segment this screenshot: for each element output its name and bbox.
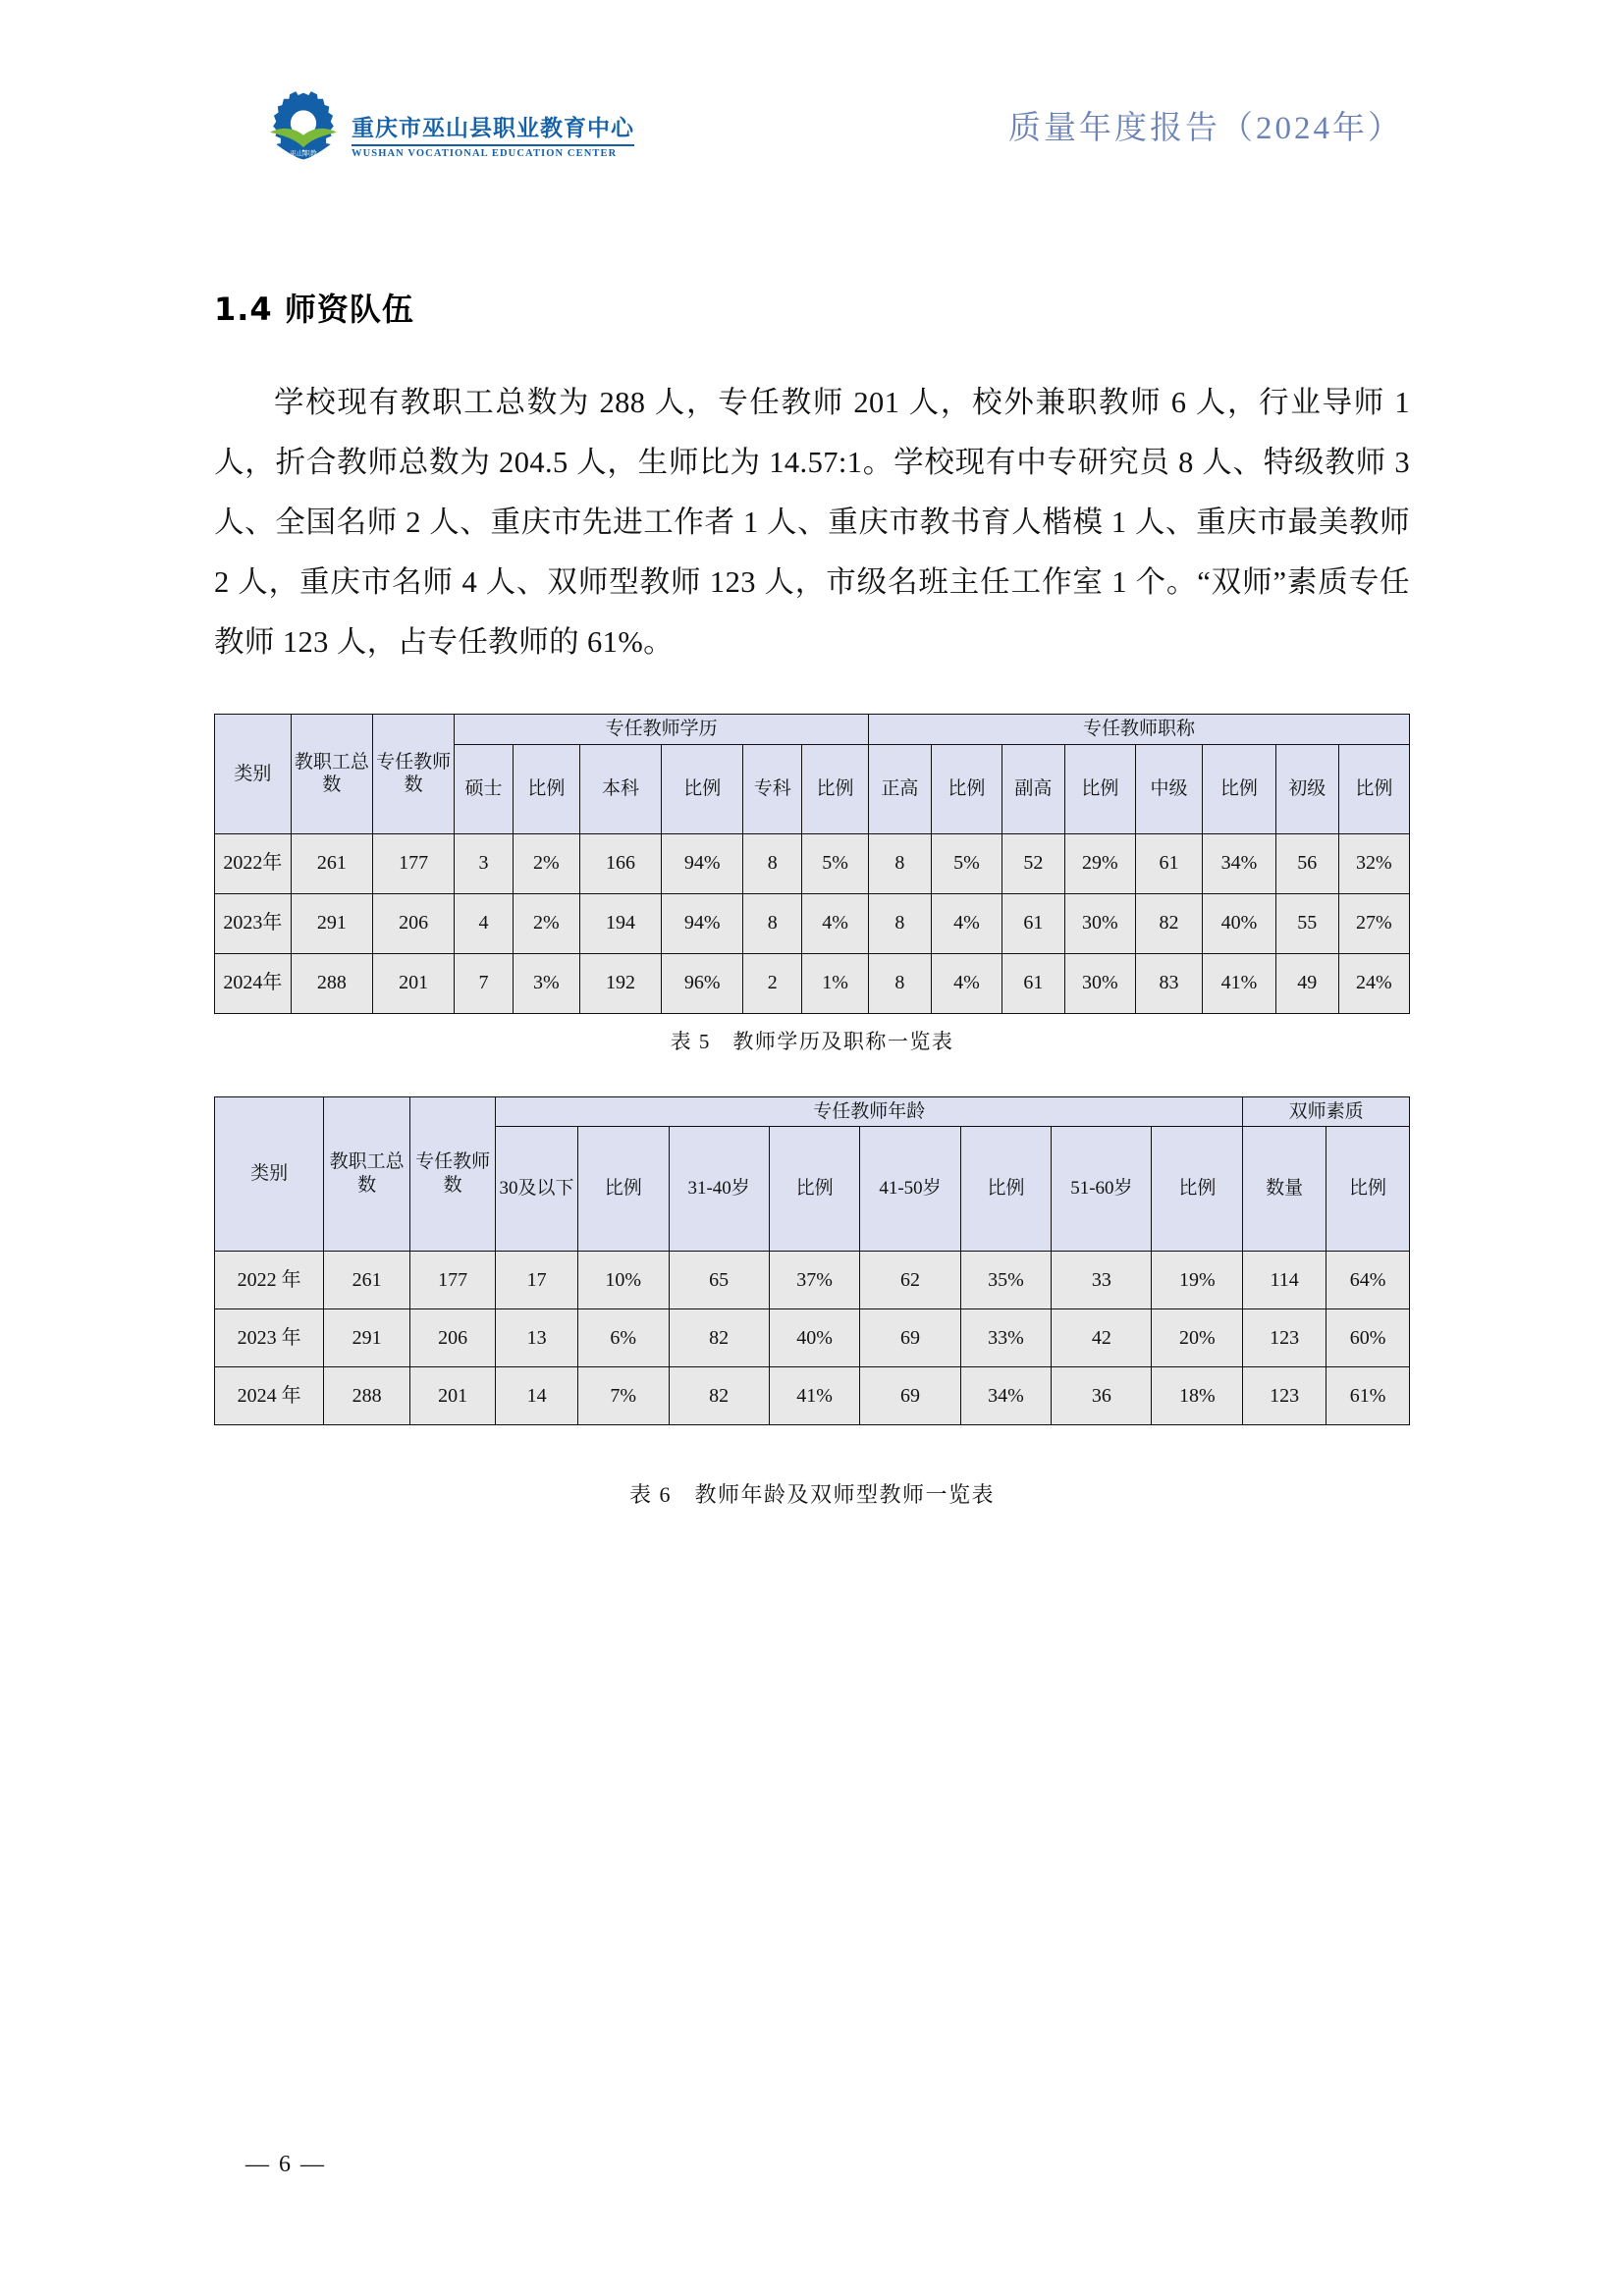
logo-divider: [352, 144, 634, 146]
table6-subheader-age5160-pct: 比例: [1152, 1127, 1243, 1252]
table6-cell: 114: [1243, 1252, 1326, 1309]
table6-subheader-age30-pct: 比例: [577, 1127, 669, 1252]
table6-cell: 7%: [577, 1367, 669, 1425]
table5-cell: 2: [743, 953, 802, 1013]
table5-row2-year: 2024年: [215, 953, 292, 1013]
table5-cell: 2%: [513, 833, 579, 893]
table6-group-header-row: [215, 1096, 1410, 1127]
school-logo: [265, 88, 634, 161]
table5-row0-staff-total: 261: [291, 833, 372, 893]
table5-subheader-junior: 初级: [1275, 744, 1338, 833]
table5-cell: 5%: [802, 833, 869, 893]
table5-subheader-college: 专科: [743, 744, 802, 833]
table5-cell: 27%: [1338, 893, 1409, 953]
table5-group-header-row: [215, 715, 1410, 745]
table5-cell: 4%: [931, 893, 1001, 953]
table-row: [215, 953, 1410, 1013]
table6-subheader-dual-count: 数量: [1243, 1127, 1326, 1252]
table6-row1-staff-total: 291: [324, 1309, 409, 1367]
table5-subheader-master: 硕士: [455, 744, 514, 833]
table5-row2-fulltime-total: 201: [372, 953, 454, 1013]
table6-row2-fulltime-total: 201: [409, 1367, 495, 1425]
table5-cell: 8: [743, 833, 802, 893]
table6-cell: 41%: [769, 1367, 860, 1425]
table5-subheader-bachelor-pct: 比例: [662, 744, 743, 833]
table5-wrapper: [214, 714, 1410, 1055]
table6-subheader-age3140-pct: 比例: [769, 1127, 860, 1252]
table5-row1-fulltime-total: 206: [372, 893, 454, 953]
table5-cell: 55: [1275, 893, 1338, 953]
document-header: [0, 71, 1624, 179]
gear-book-logo-icon: [265, 88, 342, 161]
table6-cell: 82: [669, 1367, 769, 1425]
table5-header-education: 专任教师学历: [455, 715, 869, 745]
table5-subheader-master-pct: 比例: [513, 744, 579, 833]
table5-header-fulltime-total: 专任教师数: [372, 715, 454, 834]
table5-caption: 表 5 教师学历及职称一览表: [670, 1029, 954, 1053]
table5-cell: 8: [869, 893, 932, 953]
section-paragraph: 学校现有教职工总数为 288 人，专任教师 201 人，校外兼职教师 6 人，行业导师 1 人，折合教师总数为 204.5 人，生师比为 14.57:1。学校现有中专研究员 8 人、特级教师 3 人、全国名师 2 人、重庆市先进工作者 1 人、重庆市教书育人楷模 1 人、重庆市最美教师 2 人，重庆市名师 4 人、双师型教师 123 人，市级名班主任工作室 1 个。“双师”素质专任教师 123 人，占专任教师的 61%。: [214, 386, 1410, 659]
table6-cell: 62: [860, 1252, 960, 1309]
table6-wrapper: [214, 1096, 1410, 1510]
table6-cell: 14: [496, 1367, 578, 1425]
table-row: [215, 833, 1410, 893]
table6-subheader-age4150-pct: 比例: [960, 1127, 1052, 1252]
table5-cell: 96%: [662, 953, 743, 1013]
table6-cell: 60%: [1326, 1309, 1410, 1367]
table5-row0-fulltime-total: 177: [372, 833, 454, 893]
table6-cell: 123: [1243, 1309, 1326, 1367]
table5-header-title-rank: 专任教师职称: [869, 715, 1410, 745]
teacher-age-dual-table: [214, 1096, 1410, 1426]
table6-cell: 40%: [769, 1309, 860, 1367]
table5-cell: 94%: [662, 893, 743, 953]
table5-subheader-senior1: 正高: [869, 744, 932, 833]
table5-subheader-college-pct: 比例: [802, 744, 869, 833]
table5-subheader-middle: 中级: [1135, 744, 1202, 833]
table6-subheader-age5160: 51-60岁: [1052, 1127, 1152, 1252]
table5-subheader-senior2: 副高: [1001, 744, 1064, 833]
table5-cell: 24%: [1338, 953, 1409, 1013]
table6-row1-fulltime-total: 206: [409, 1309, 495, 1367]
table6-cell: 65: [669, 1252, 769, 1309]
table5-cell: 29%: [1064, 833, 1135, 893]
table6-cell: 82: [669, 1309, 769, 1367]
table6-cell: 69: [860, 1367, 960, 1425]
table6-header-fulltime-total: 专任教师数: [409, 1096, 495, 1252]
table5-cell: 61: [1001, 953, 1064, 1013]
table5-cell: 4%: [802, 893, 869, 953]
table5-cell: 41%: [1202, 953, 1275, 1013]
table5-cell: 61: [1001, 893, 1064, 953]
table6-cell: 61%: [1326, 1367, 1410, 1425]
table5-cell: 82: [1135, 893, 1202, 953]
teacher-education-title-table: [214, 714, 1410, 1014]
table6-cell: 37%: [769, 1252, 860, 1309]
table5-cell: 3: [455, 833, 514, 893]
table5-subheader-junior-pct: 比例: [1338, 744, 1409, 833]
table6-cell: 123: [1243, 1367, 1326, 1425]
table5-cell: 30%: [1064, 893, 1135, 953]
table5-cell: 34%: [1202, 833, 1275, 893]
table6-cell: 64%: [1326, 1252, 1410, 1309]
table5-cell: 40%: [1202, 893, 1275, 953]
table5-subheader-bachelor: 本科: [579, 744, 661, 833]
table5-cell: 194: [579, 893, 661, 953]
table5-cell: 56: [1275, 833, 1338, 893]
table5-cell: 94%: [662, 833, 743, 893]
table5-cell: 166: [579, 833, 661, 893]
table5-cell: 3%: [513, 953, 579, 1013]
table6-subheader-age4150: 41-50岁: [860, 1127, 960, 1252]
table6-row0-fulltime-total: 177: [409, 1252, 495, 1309]
school-logo-text: [352, 115, 634, 162]
table5-cell: 83: [1135, 953, 1202, 1013]
table-row: [215, 1252, 1410, 1309]
table5-row1-staff-total: 291: [291, 893, 372, 953]
table5-cell: 2%: [513, 893, 579, 953]
section-heading: 1.4 师资队伍: [214, 291, 414, 328]
table5-cell: 8: [743, 893, 802, 953]
table6-cell: 33: [1052, 1252, 1152, 1309]
table5-cell: 8: [869, 953, 932, 1013]
svg-text:巫山职教: 巫山职教: [290, 149, 317, 158]
school-name-en: WUSHAN VOCATIONAL EDUCATION CENTER: [352, 147, 618, 159]
table6-cell: 17: [496, 1252, 578, 1309]
table6-caption: 表 6 教师年龄及双师型教师一览表: [628, 1482, 995, 1508]
page-number: — 6 —: [245, 2152, 326, 2177]
table5-cell: 30%: [1064, 953, 1135, 1013]
table-row: [215, 893, 1410, 953]
table-row: [215, 1367, 1410, 1425]
table5-row0-year: 2022年: [215, 833, 292, 893]
document-content: [214, 285, 1410, 1509]
table6-cell: 13: [496, 1309, 578, 1367]
table5-cell: 61: [1135, 833, 1202, 893]
table6-cell: 20%: [1152, 1309, 1243, 1367]
table5-subheader-senior1-pct: 比例: [931, 744, 1001, 833]
table6-header-age: 专任教师年龄: [496, 1096, 1243, 1127]
table5-cell: 7: [455, 953, 514, 1013]
table5-row1-year: 2023年: [215, 893, 292, 953]
table5-row2-staff-total: 288: [291, 953, 372, 1013]
table6-row2-staff-total: 288: [324, 1367, 409, 1425]
table6-cell: 34%: [960, 1367, 1052, 1425]
table6-cell: 6%: [577, 1309, 669, 1367]
table5-cell: 8: [869, 833, 932, 893]
table5-subheader-middle-pct: 比例: [1202, 744, 1275, 833]
table6-cell: 33%: [960, 1309, 1052, 1367]
table6-subheader-age3140: 31-40岁: [669, 1127, 769, 1252]
table5-cell: 5%: [931, 833, 1001, 893]
table6-cell: 36: [1052, 1367, 1152, 1425]
table-row: [215, 1309, 1410, 1367]
table6-row2-year: 2024 年: [215, 1367, 324, 1425]
table6-row0-staff-total: 261: [324, 1252, 409, 1309]
table5-cell: 4: [455, 893, 514, 953]
table6-header-category: 类别: [215, 1096, 324, 1252]
table5-cell: 32%: [1338, 833, 1409, 893]
table5-cell: 49: [1275, 953, 1338, 1013]
table6-cell: 42: [1052, 1309, 1152, 1367]
table5-cell: 4%: [931, 953, 1001, 1013]
table6-cell: 69: [860, 1309, 960, 1367]
table5-subheader-senior2-pct: 比例: [1064, 744, 1135, 833]
table5-cell: 192: [579, 953, 661, 1013]
table6-cell: 19%: [1152, 1252, 1243, 1309]
table6-row0-year: 2022 年: [215, 1252, 324, 1309]
table5-header-category: 类别: [215, 715, 292, 834]
school-name-cn: 重庆市巫山县职业教育中心: [352, 115, 634, 141]
table5-cell: 1%: [802, 953, 869, 1013]
table6-subheader-age30: 30及以下: [496, 1127, 578, 1252]
table6-cell: 35%: [960, 1252, 1052, 1309]
table6-row1-year: 2023 年: [215, 1309, 324, 1367]
table6-header-staff-total: 教职工总数: [324, 1096, 409, 1252]
report-title: 质量年度报告（2024年）: [1008, 110, 1403, 146]
table6-subheader-dual-pct: 比例: [1326, 1127, 1410, 1252]
table5-header-staff-total: 教职工总数: [291, 715, 372, 834]
table6-cell: 18%: [1152, 1367, 1243, 1425]
table6-header-dual-quality: 双师素质: [1243, 1096, 1410, 1127]
table6-cell: 10%: [577, 1252, 669, 1309]
table5-cell: 52: [1001, 833, 1064, 893]
